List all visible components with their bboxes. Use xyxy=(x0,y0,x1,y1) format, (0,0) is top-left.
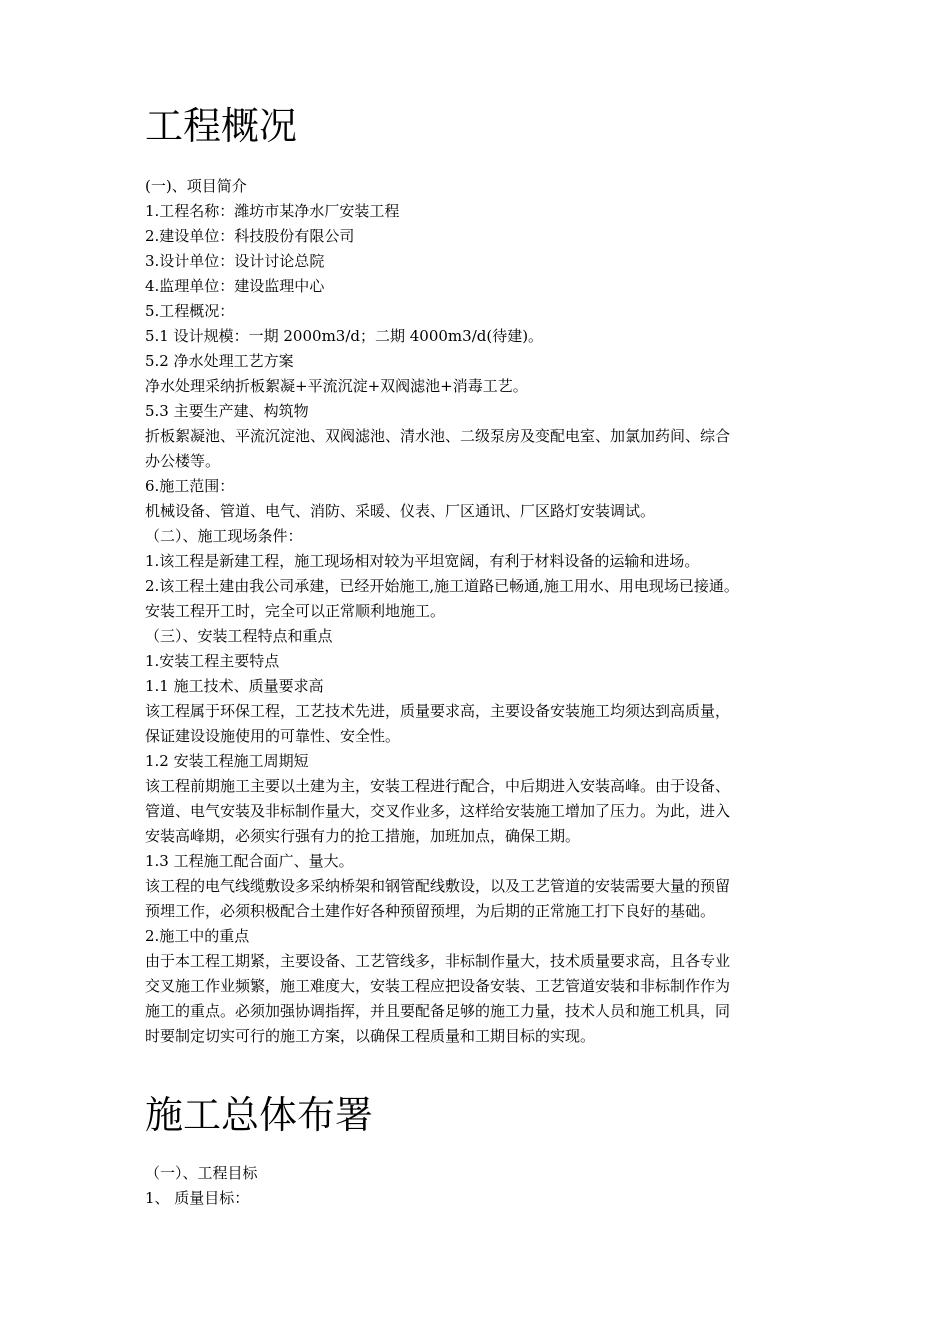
feature-1-1-text-line-2: 保证建设设施使用的可靠性、安全性。 xyxy=(145,727,401,745)
structures-text-line-2: 办公楼等。 xyxy=(145,452,221,470)
feature-1-1-heading: 1.1 施工技术、质量要求高 xyxy=(145,677,324,695)
key-points-heading: 2.施工中的重点 xyxy=(145,927,250,945)
site-condition-2-line-1: 2.该工程土建由我公司承建，已经开始施工,施工道路已畅通,施工用水、用电现场已接通。 xyxy=(145,577,739,595)
key-points-text-line-3: 施工的重点。必须加强协调指挥，并且要配备足够的施工力量，技术人员和施工机具，同 xyxy=(145,1002,731,1020)
heading-project-overview: 工程概况 xyxy=(145,104,298,148)
designer-line: 3.设计单位：设计讨论总院 xyxy=(145,252,325,270)
key-points-text-line-2: 交叉施工作业频繁，施工难度大，安装工程应把设备安装、工艺管道安装和非标制作作为 xyxy=(145,977,731,995)
key-points-text-line-1: 由于本工程工期紧，主要设备、工艺管线多，非标制作量大，技术质量要求高，且各专业 xyxy=(145,952,731,970)
client-line: 2.建设单位：科技股份有限公司 xyxy=(145,227,355,245)
feature-1-3-heading: 1.3 工程施工配合面广、量大。 xyxy=(145,852,354,870)
structures-heading: 5.3 主要生产建、构筑物 xyxy=(145,402,309,420)
section-title-site-conditions: （二）、施工现场条件： xyxy=(145,527,303,545)
heading-overall-deployment: 施工总体布署 xyxy=(145,1093,374,1137)
key-points-text-line-4: 时要制定切实可行的施工方案，以确保工程质量和工期目标的实现。 xyxy=(145,1027,596,1045)
overview-line: 5.工程概况： xyxy=(145,302,235,320)
site-condition-2-line-2: 安装工程开工时，完全可以正常顺利地施工。 xyxy=(145,602,446,620)
scope-heading: 6.施工范围： xyxy=(145,477,235,495)
feature-1-3-text-line-1: 该工程的电气线缆敷设多采纳桥架和钢管配线敷设，以及工艺管道的安装需要大量的预留 xyxy=(145,877,731,895)
process-plan-heading: 5.2 净水处理工艺方案 xyxy=(145,352,294,370)
process-plan-text: 净水处理采纳折板絮凝+平流沉淀+双阀滤池+消毒工艺。 xyxy=(145,377,528,395)
section-title-targets: （一）、工程目标 xyxy=(145,1164,258,1182)
feature-1-2-text-line-3: 安装高峰期，必须实行强有力的抢工措施，加班加点，确保工期。 xyxy=(145,827,581,845)
feature-1-2-text-line-1: 该工程前期施工主要以土建为主，安装工程进行配合，中后期进入安装高峰。由于设备、 xyxy=(145,777,731,795)
feature-1-2-heading: 1.2 安装工程施工周期短 xyxy=(145,752,309,770)
document-body xyxy=(145,100,810,1211)
quality-target-line: 1、 质量目标： xyxy=(145,1189,250,1207)
feature-1-2-text-line-2: 管道、电气安装及非标制作量大，交叉作业多，这样给安装施工增加了压力。为此，进入 xyxy=(145,802,731,820)
main-features-heading: 1.安装工程主要特点 xyxy=(145,652,280,670)
section-title-features: （三）、安装工程特点和重点 xyxy=(145,627,333,645)
scope-text: 机械设备、管道、电气、消防、采暖、仪表、厂区通讯、厂区路灯安装调试。 xyxy=(145,502,656,520)
section-title-project-intro: (一)、项目简介 xyxy=(145,177,247,195)
structures-text-line-1: 折板絮凝池、平流沉淀池、双阀滤池、清水池、二级泵房及变配电室、加氯加药间、综合 xyxy=(145,427,731,445)
design-scale-line: 5.1 设计规模：一期 2000m3/d；二期 4000m3/d(待建)。 xyxy=(145,327,544,345)
feature-1-1-text-line-1: 该工程属于环保工程，工艺技术先进，质量要求高，主要设备安装施工均须达到高质量， xyxy=(145,702,731,720)
project-name-line: 1.工程名称：潍坊市某净水厂安装工程 xyxy=(145,202,400,220)
supervisor-line: 4.监理单位：建设监理中心 xyxy=(145,277,325,295)
site-condition-1: 1.该工程是新建工程，施工现场相对较为平坦宽阔，有利于材料设备的运输和进场。 xyxy=(145,552,700,570)
feature-1-3-text-line-2: 预埋工作，必须积极配合土建作好各种预留预埋，为后期的正常施工打下良好的基础。 xyxy=(145,902,716,920)
